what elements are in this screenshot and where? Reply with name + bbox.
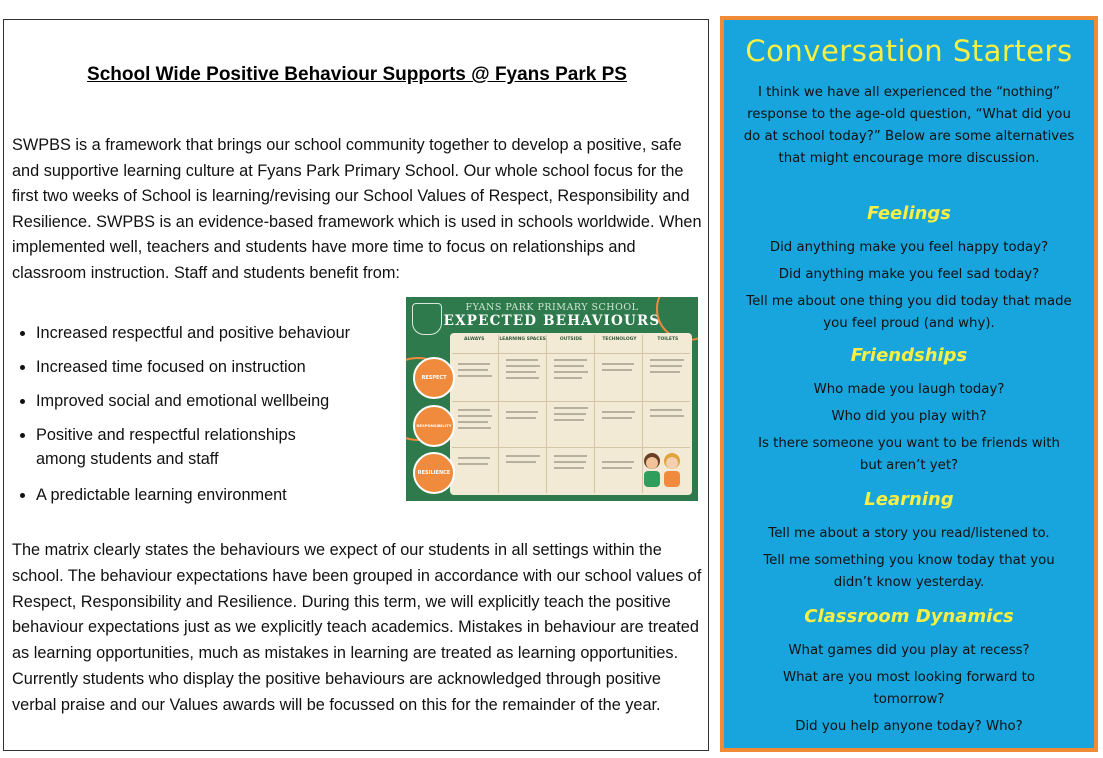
matrix-text [650,365,682,367]
benefits-list [18,321,416,517]
matrix-column-headers [450,337,692,351]
matrix-text [506,365,540,367]
matrix-text [602,461,634,463]
list-item: Is there someone you want to be friends with but aren’t yet? [758,436,1060,473]
matrix-text [506,455,540,457]
matrix-text [650,409,682,411]
list-item: Did you help anyone today? Who? [795,719,1023,734]
list-item: • A predictable learning environment [36,483,416,507]
matrix-text [650,415,684,417]
poster-school-name: FYANS PARK PRIMARY SCHOOL [465,302,639,313]
matrix-text [506,371,536,373]
matrix-text [554,365,584,367]
matrix-text [458,363,490,365]
matrix-text [458,409,490,411]
matrix-divider [546,335,547,493]
expected-behaviours-poster [406,297,698,501]
matrix-text [458,421,488,423]
list-item: Did anything make you feel happy today? [769,240,1049,255]
list-item: • Increased time focused on instruction [36,355,416,379]
matrix-text [506,411,538,413]
section-heading-classroom-dynamics: Classroom Dynamics [804,606,1014,627]
respect-badge: RESPECT [413,357,455,399]
matrix-text [554,419,584,421]
matrix-divider [452,353,690,354]
list-item: What games did you play at recess? [788,643,1030,658]
matrix-text [554,407,588,409]
matrix-text [506,417,536,419]
resilience-badge: RESILIENCE [413,452,455,494]
list-item: • Positive and respectful relationships among students and staff [36,423,336,471]
matrix-text [602,417,632,419]
column-header: ALWAYS [464,337,485,342]
intro-paragraph: SWPBS is a framework that brings our school community together to develop a positive, safe and supportive learning culture at Fyans Park Primary School. Our whole school focus for the first two weeks of School is learning/revising our School Values of Respect, Responsibility and Resilience. SWPBS is an evidence-based framework which is used in schools worldwide. When implemented well, teachers and students have more time to focus on relationships and classroom instruction. Staff and students benefit from: [12,136,702,282]
page-title: School Wide Positive Behaviour Supports @ Fyans Park PS [87,64,627,85]
matrix-text [650,359,684,361]
column-header: TECHNOLOGY [602,337,637,342]
column-header: LEARNING SPACES [499,337,546,342]
matrix-text [458,375,492,377]
list-item: Tell me about a story you read/listened to. [768,526,1050,541]
column-header: TOILETS [657,337,679,342]
matrix-text [602,363,634,365]
matrix-text [458,369,488,371]
list-item: Did anything make you feel sad today? [778,267,1040,282]
list-item: Tell me something you know today that you didn’t know yesterday. [763,553,1055,590]
matrix-paragraph: The matrix clearly states the behaviours we expect of our students in all settings within the school. The behaviour expectations have been grouped in accordance with our school values of Respect, Responsibility and Resilience. During this term, we will explicitly teach the positive behaviour expectations just as we explicitly teach academics. Mistakes in behaviour are treated as learning opportunities, much as mistakes in learning are treated as learning opportunities. Currently students who display the positive behaviours are acknowledged through positive verbal praise and our Values awards will be focussed on this for the remainder of the year. [12,541,702,714]
matrix-text [554,455,587,457]
panel-intro: I think we have all experienced the “nothing” response to the age-old question, “What did you do at school today?” Below are some alternatives that might encourage more discussion. [743,85,1075,166]
list-item: Who made you laugh today? [813,382,1005,397]
poster-heading: EXPECTED BEHAVIOURS [443,313,661,329]
matrix-divider [452,401,690,402]
matrix-text [458,457,490,459]
matrix-text [506,377,539,379]
column-header: OUTSIDE [559,337,583,342]
matrix-text [554,359,587,361]
matrix-text [554,371,588,373]
list-item: What are you most looking forward to tomorrow? [782,670,1036,707]
matrix-text [554,467,584,469]
matrix-text [554,413,586,415]
matrix-text [458,427,491,429]
list-item: Who did you play with? [831,409,987,424]
matrix-text [554,461,586,463]
list-item: • Improved social and emotional wellbeing [36,389,416,413]
responsibility-badge: RESPONSIBILITY [413,405,455,447]
matrix-text [602,369,632,371]
matrix-divider [452,447,690,448]
matrix-text [458,463,488,465]
matrix-text [554,377,582,379]
children-illustration-icon [638,449,686,491]
matrix-divider [498,335,499,493]
matrix-text [602,411,635,413]
matrix-text [506,461,536,463]
panel-title: Conversation Starters [745,34,1073,68]
matrix-text [602,467,632,469]
matrix-text [458,415,492,417]
matrix-text [650,371,680,373]
conversation-starters-panel [720,16,1098,752]
matrix-divider [594,335,595,493]
section-heading-friendships: Friendships [850,345,968,366]
section-heading-feelings: Feelings [866,203,952,224]
section-heading-learning: Learning [864,489,954,510]
list-item: • Increased respectful and positive behaviour [36,321,416,345]
list-item: Tell me about one thing you did today that made you feel proud (and why). [746,294,1072,331]
matrix-text [506,359,538,361]
